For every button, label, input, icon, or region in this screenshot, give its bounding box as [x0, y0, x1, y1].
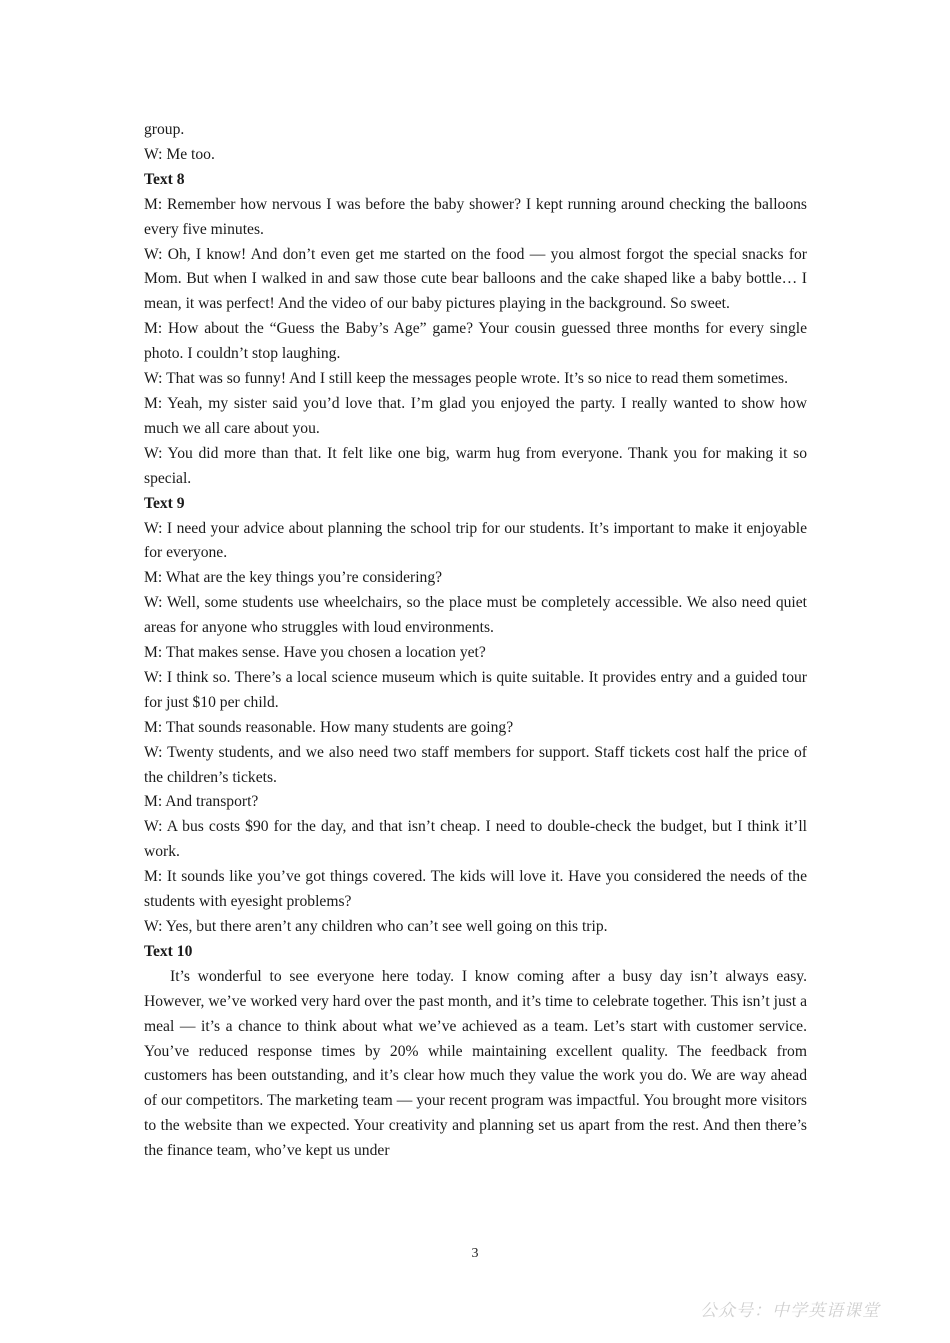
dialogue-line: W: I need your advice about planning the school trip for our students. It’s important to make it enjoyable for everyone.	[144, 519, 807, 562]
dialogue-line: W: Oh, I know! And don’t even get me started on the food — you almost forgot the special snacks for Mom. But when I walked in and saw those cute bear balloons and the cake shaped like a baby bottle… I mean, it was perfect! And the video of our baby pictures playing in the background. So sweet.	[144, 245, 807, 313]
dialogue-line: M: It sounds like you’ve got things covered. The kids will love it. Have you considered the needs of the students with eyesight problems?	[144, 868, 807, 911]
section-heading: Text 9	[144, 494, 185, 512]
section-heading: Text 8	[144, 170, 185, 188]
watermark: 公众号：中学英语课堂	[700, 1301, 880, 1321]
dialogue-line: W: I think so. There’s a local science museum which is quite suitable. It provides entry and a guided tour for just $10 per child.	[144, 668, 807, 711]
page-body	[144, 118, 807, 1164]
dialogue-line: M: Yeah, my sister said you’d love that. I’m glad you enjoyed the party. I really wanted to show how much we all care about you.	[144, 394, 807, 437]
dialogue-line: W: Well, some students use wheelchairs, so the place must be completely accessible. We also need quiet areas for anyone who struggles with loud environments.	[144, 594, 807, 637]
dialogue-line: group.	[144, 121, 185, 138]
dialogue-line: M: And transport?	[144, 793, 259, 811]
dialogue-line: M: Remember how nervous I was before the baby shower? I kept running around checking the balloons every five minutes.	[144, 195, 807, 238]
dialogue-line: M: That sounds reasonable. How many students are going?	[144, 718, 514, 736]
dialogue-line: M: That makes sense. Have you chosen a location yet?	[144, 644, 486, 662]
dialogue-line: W: You did more than that. It felt like one big, warm hug from everyone. Thank you for making it so special.	[144, 444, 807, 487]
section-heading: Text 10	[144, 942, 193, 960]
dialogue-line: W: A bus costs $90 for the day, and that isn’t cheap. I need to double-check the budget, but I think it’ll work.	[144, 818, 807, 861]
dialogue-line: W: Yes, but there aren’t any children who can’t see well going on this trip.	[144, 918, 608, 935]
page-number: 3	[471, 1246, 479, 1261]
monologue-paragraph: It’s wonderful to see everyone here today. I know coming after a busy day isn’t always easy. However, we’ve worked very hard over the past month, and it’s time to celebrate together. This isn’t just a meal — it’s a chance to think about what we’ve achieved as a team. Let’s start with customer service. You’ve reduced response times by 20% while maintaining excellent quality. The feedback from customers has been outstanding, and it’s clear how much they value the work you do. We are way ahead of our competitors. The marketing team — your recent program was impactful. You brought more visitors to the website than we expected. Your creativity and planning set us apart from the rest. And then there’s the finance team, who’ve kept us under	[144, 967, 807, 1160]
dialogue-line: M: What are the key things you’re considering?	[144, 569, 443, 587]
dialogue-line: W: Twenty students, and we also need two staff members for support. Staff tickets cost half the price of the children’s tickets.	[144, 743, 807, 786]
dialogue-line: W: That was so funny! And I still keep the messages people wrote. It’s so nice to read them sometimes.	[144, 370, 788, 388]
dialogue-line: W: Me too.	[144, 145, 215, 163]
dialogue-line: M: How about the “Guess the Baby’s Age” game? Your cousin guessed three months for every single photo. I couldn’t stop laughing.	[144, 320, 807, 363]
